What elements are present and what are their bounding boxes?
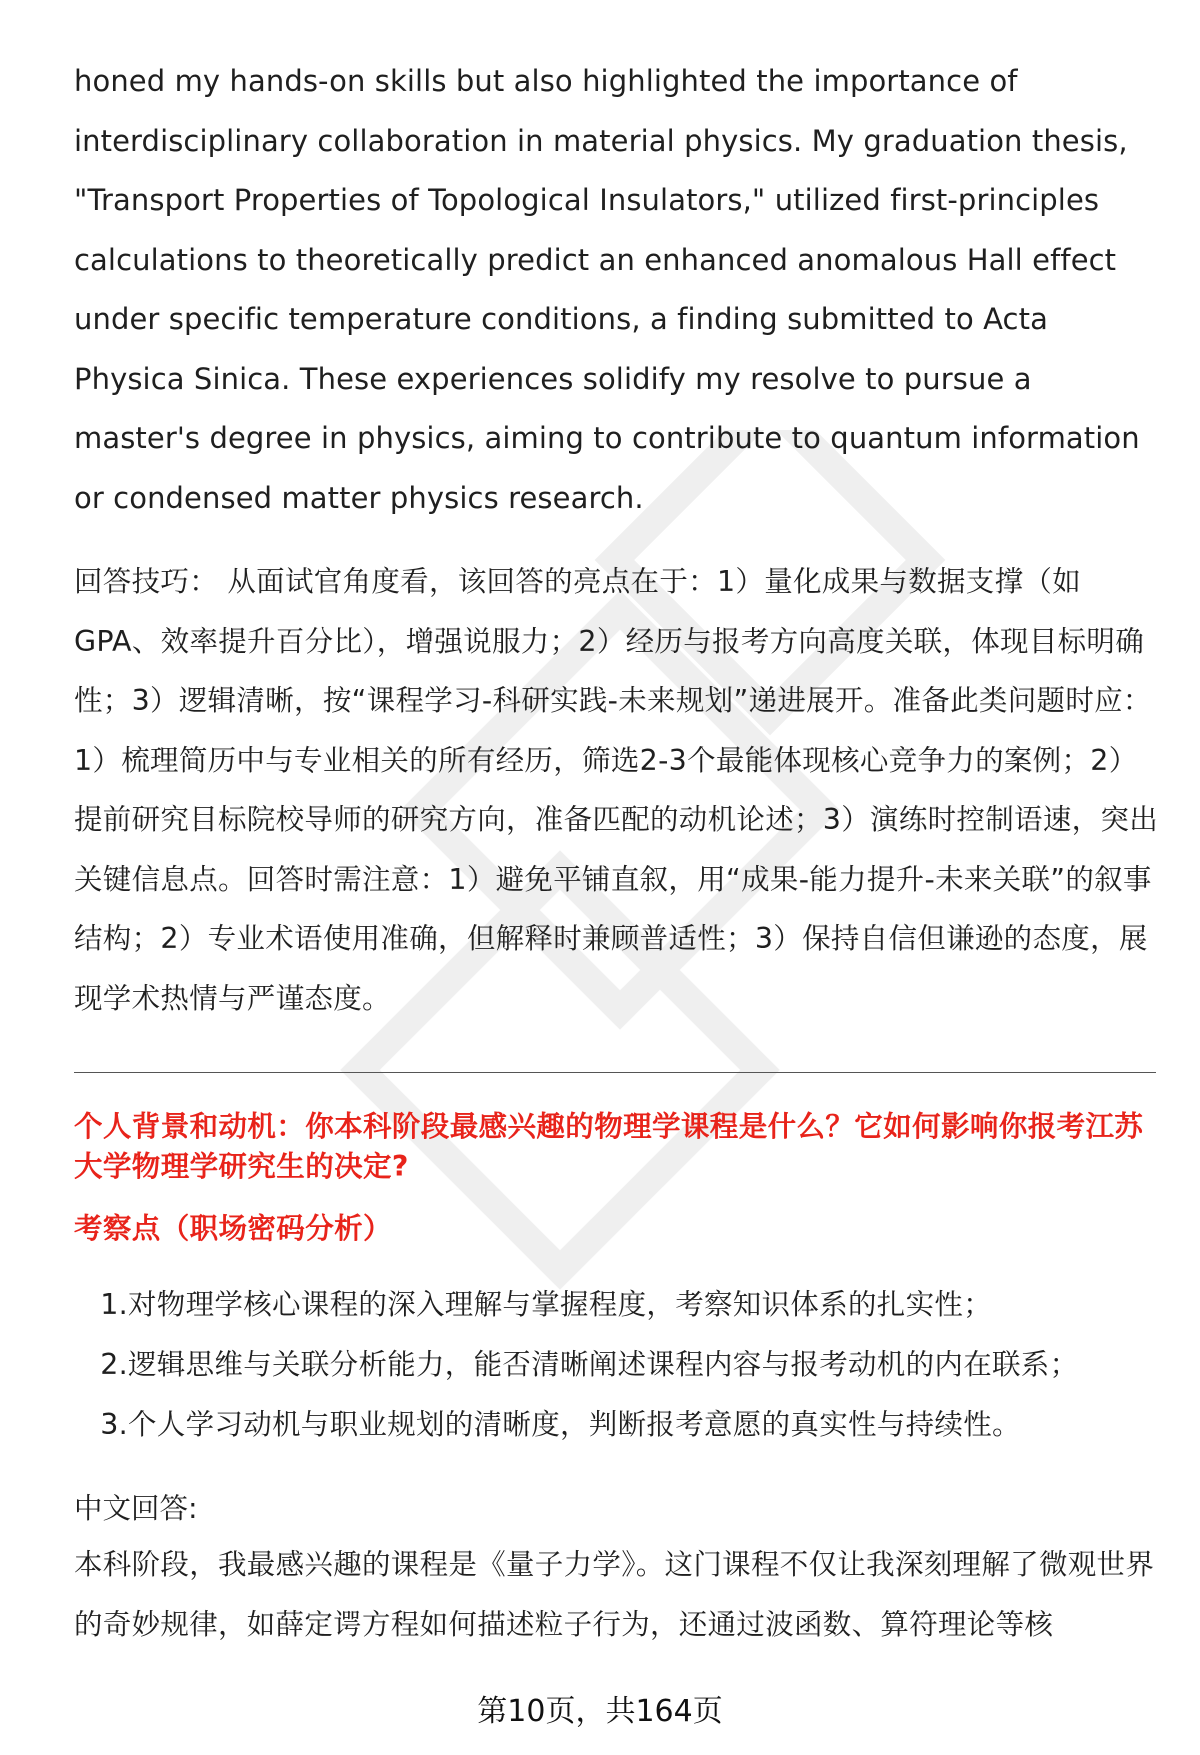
list-item-text: 个人学习动机与职业规划的清晰度，判断报考意愿的真实性与持续性。: [128, 1408, 1021, 1441]
page-content: [74, 52, 1160, 1655]
list-item: [74, 1335, 1160, 1395]
list-item-text: 逻辑思维与关联分析能力，能否清晰阐述课程内容与报考动机的内在联系；: [128, 1348, 1079, 1381]
question-heading: 个人背景和动机：你本科阶段最感兴趣的物理学课程是什么？它如何影响你报考江苏大学物理学研究生的决定?: [74, 1110, 1144, 1183]
chinese-answer-label: 中文回答:: [74, 1492, 198, 1525]
list-item: [74, 1275, 1160, 1335]
analysis-heading: 考察点（职场密码分析）: [74, 1212, 392, 1245]
list-item-number: 1.: [100, 1288, 128, 1321]
english-answer-paragraph: honed my hands-on skills but also highlighted the importance of interdisciplinary collaboration in material physics. My graduation thesis, "Transport Properties of Topological Insulators," utilized first-principles calculations to theoretically predict an enhanced anomalous Hall effect under specific temperature conditions, a finding submitted to Acta Physica Sinica. These experiences solidify my resolve to pursue a master's degree in physics, aiming to contribute to quantum information or condensed matter physics research.: [74, 64, 1140, 515]
chinese-answer-text: 本科阶段，我最感兴趣的课程是《量子力学》。这门课程不仅让我深刻理解了微观世界的奇妙规律，如薛定谔方程如何描述粒子行为，还通过波函数、算符理论等核: [74, 1548, 1155, 1641]
section-divider: [74, 1072, 1156, 1073]
list-item: [74, 1395, 1160, 1455]
page-number-footer: 第10页，共164页: [477, 1694, 723, 1729]
analysis-points-list: [74, 1275, 1160, 1455]
list-item-number: 3.: [100, 1408, 128, 1441]
answer-tips-paragraph: 回答技巧： 从面试官角度看，该回答的亮点在于：1）量化成果与数据支撑（如GPA、效率提升百分比），增强说服力；2）经历与报考方向高度关联，体现目标明确性；3）逻辑清晰，按“课程学习-科研实践-未来规划”递进展开。准备此类问题时应：1）梳理简历中与专业相关的所有经历，筛选2-3个最能体现核心竞争力的案例；2）提前研究目标院校导师的研究方向，准备匹配的动机论述；3）演练时控制语速，突出关键信息点。回答时需注意：1）避免平铺直叙，用“成果-能力提升-未来关联”的叙事结构；2）专业术语使用准确，但解释时兼顾普适性；3）保持自信但谦逊的态度，展现学术热情与严谨态度。: [74, 565, 1159, 1015]
list-item-number: 2.: [100, 1348, 128, 1381]
list-item-text: 对物理学核心课程的深入理解与掌握程度，考察知识体系的扎实性；: [128, 1288, 993, 1321]
